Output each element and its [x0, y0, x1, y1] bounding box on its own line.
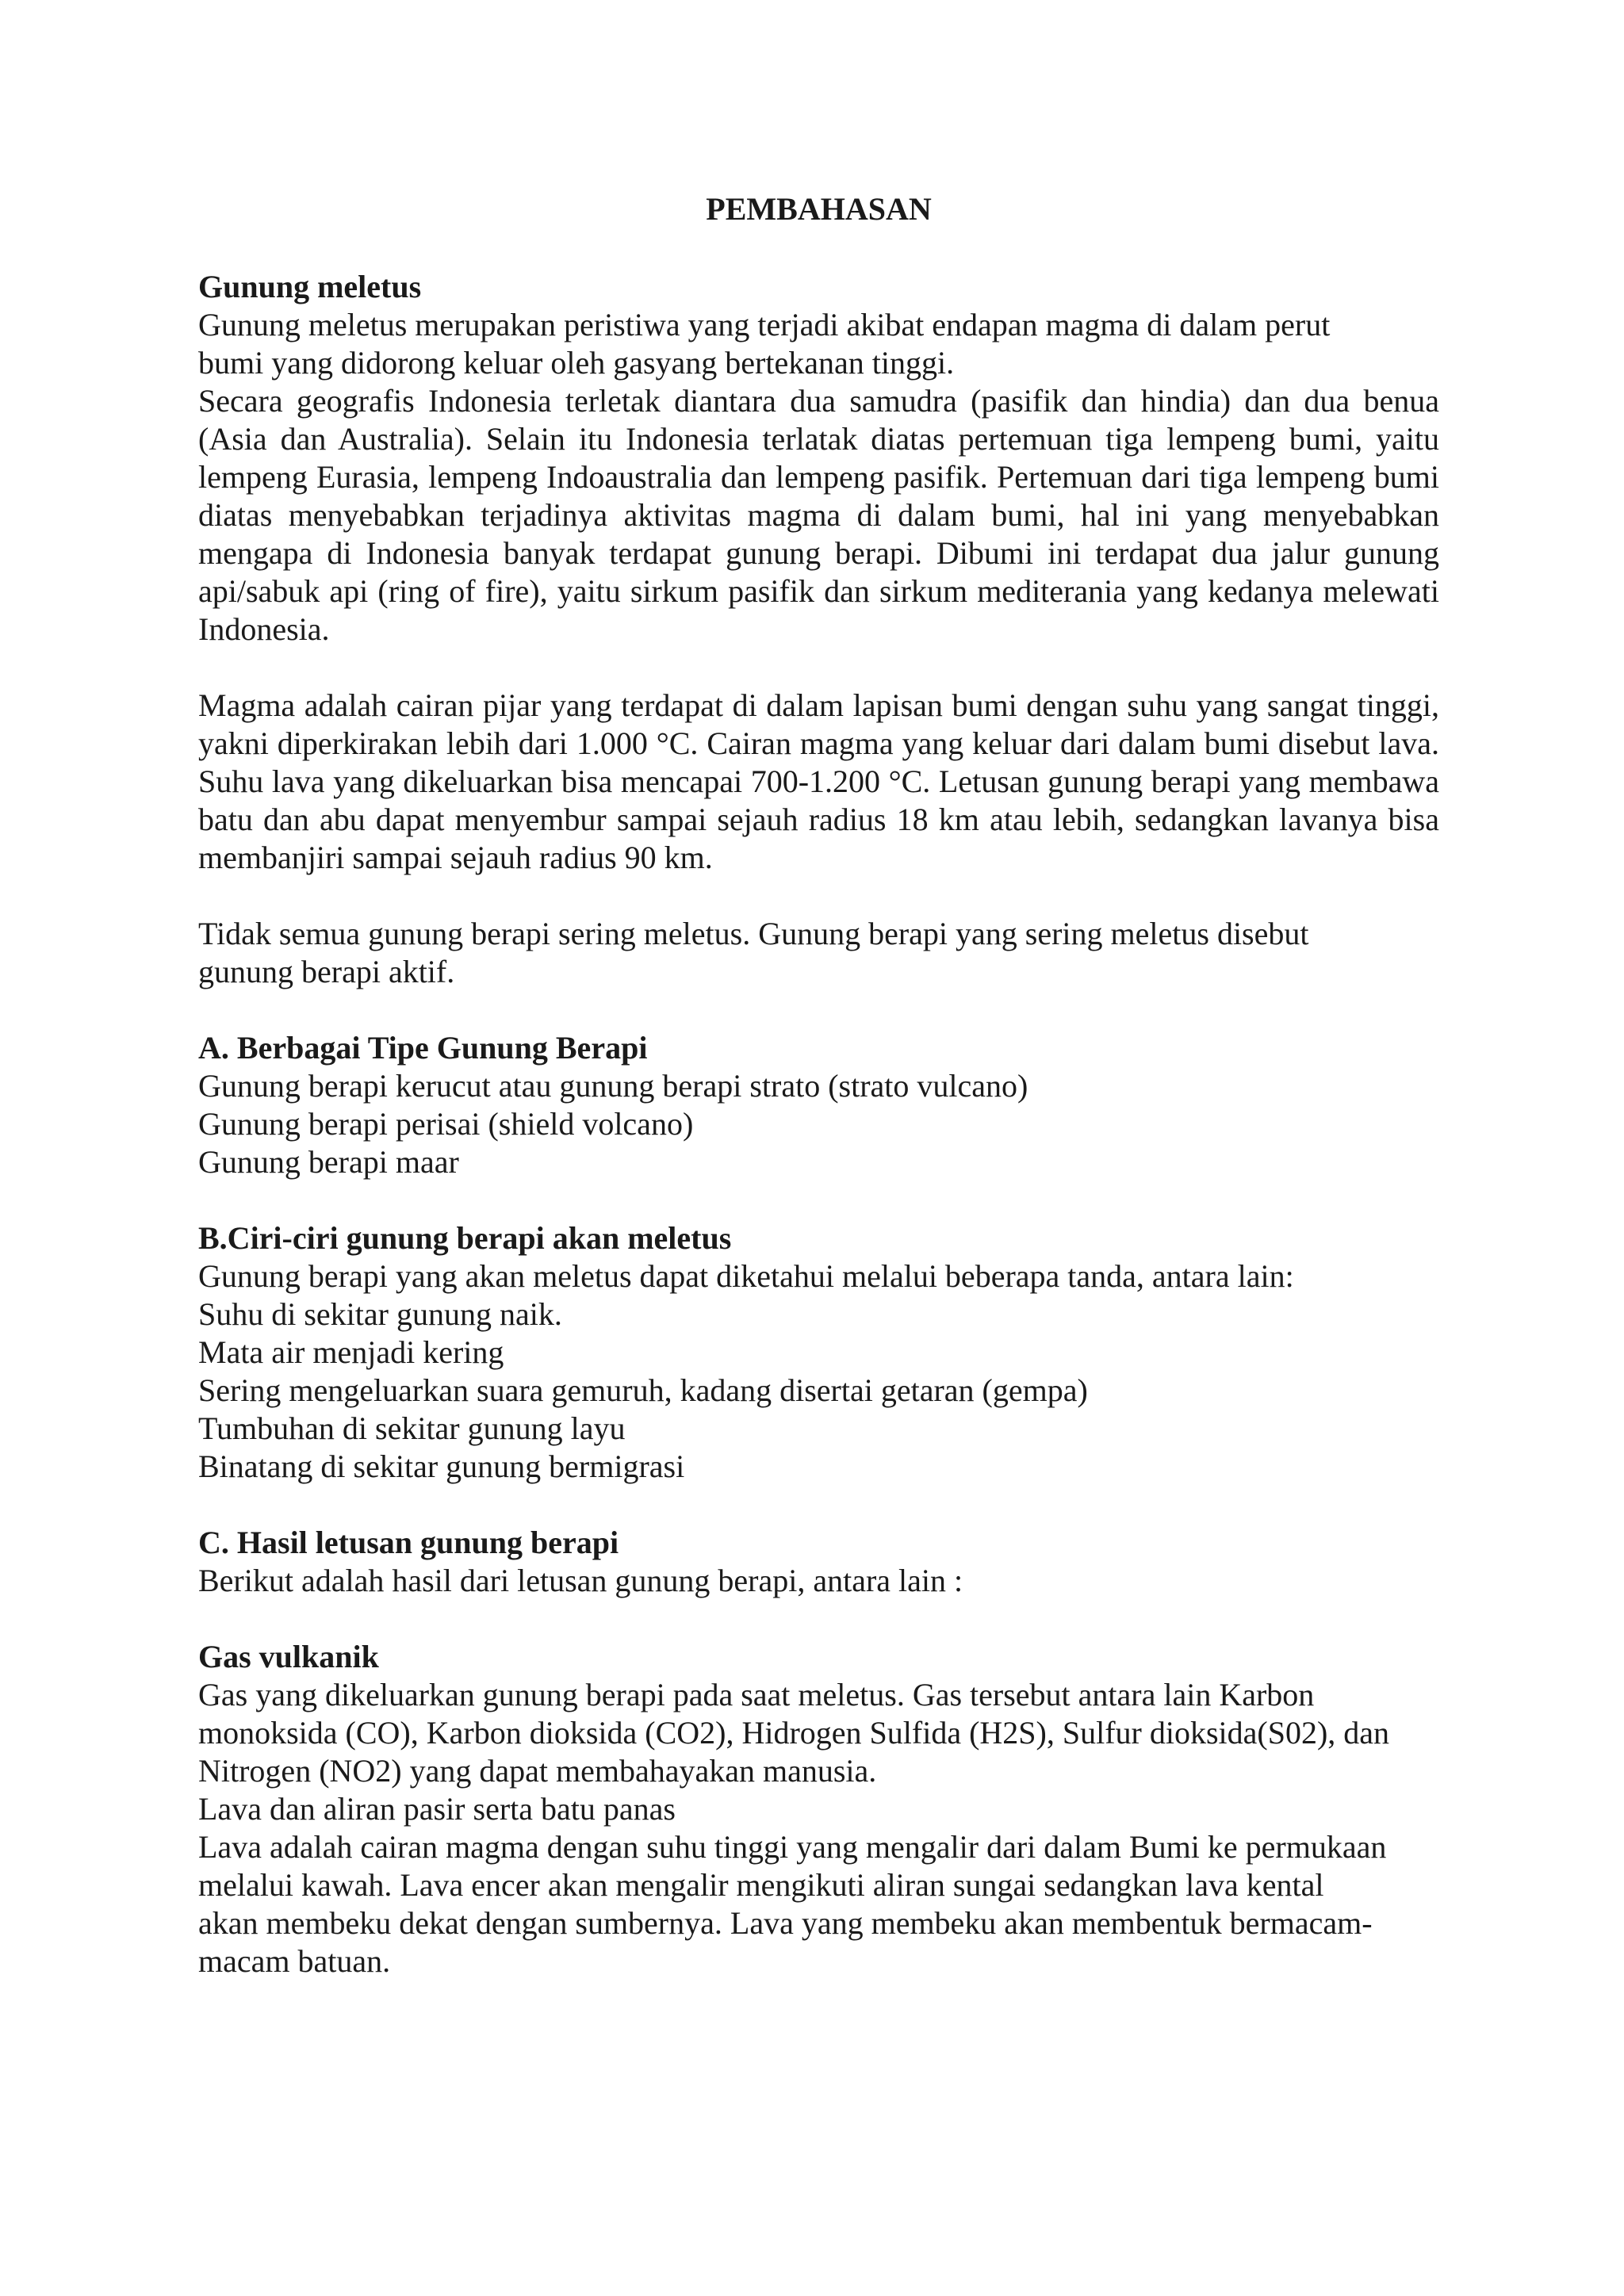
list-item: Tumbuhan di sekitar gunung layu — [198, 1410, 626, 1446]
hasil-letusan-text: Berikut adalah hasil dari letusan gunung berapi, antara lain : — [198, 1563, 963, 1598]
gas-line: akan membeku dekat dengan sumbernya. Lava yang membeku akan membentuk bermacam- — [198, 1905, 1373, 1941]
gas-line: macam batuan. — [198, 1943, 391, 1979]
gas-line: melalui kawah. Lava encer akan mengalir mengikuti aliran sungai sedangkan lava kental — [198, 1867, 1324, 1903]
intro-line: bumi yang didorong keluar oleh gasyang bertekanan tinggi. — [198, 345, 955, 381]
heading-hasil-letusan: C. Hasil letusan gunung berapi — [198, 1525, 619, 1560]
heading-gas-vulkanik: Gas vulkanik — [198, 1639, 379, 1674]
gas-line: monoksida (CO), Karbon dioksida (CO2), Hidrogen Sulfida (H2S), Sulfur dioksida(S02), dan — [198, 1715, 1390, 1751]
intro-line: Gunung meletus merupakan peristiwa yang terjadi akibat endapan magma di dalam perut — [198, 307, 1331, 342]
list-item: Sering mengeluarkan suara gemuruh, kadang disertai getaran (gempa) — [198, 1372, 1088, 1408]
list-item: Mata air menjadi kering — [198, 1334, 504, 1370]
heading-ciri-ciri: B.Ciri-ciri gunung berapi akan meletus — [198, 1220, 732, 1256]
paragraph-aktif-line: Tidak semua gunung berapi sering meletus. Gunung berapi yang sering meletus disebut — [198, 916, 1309, 951]
list-item: Binatang di sekitar gunung bermigrasi — [198, 1448, 685, 1484]
document-page — [198, 190, 1439, 1980]
paragraph-magma: Magma adalah cairan pijar yang terdapat di dalam lapisan bumi dengan suhu yang sangat tinggi, yakni diperkirakan lebih dari 1.000 °C. Cairan magma yang keluar dari dalam bumi disebut lava. Suhu lava yang dikeluarkan bisa mencapai 700-1.200 °C. Letusan gunung berapi yang membawa batu dan abu dapat menyembur sampai sejauh radius 18 km atau lebih, sedangkan lavanya bisa membanjiri sampai sejauh radius 90 km. — [198, 687, 1439, 875]
heading-gunung-meletus: Gunung meletus — [198, 269, 422, 304]
paragraph-aktif-line: gunung berapi aktif. — [198, 954, 455, 989]
list-item: Gunung berapi yang akan meletus dapat diketahui melalui beberapa tanda, antara lain: — [198, 1258, 1294, 1294]
list-item: Gunung berapi maar — [198, 1144, 459, 1180]
document-title: PEMBAHASAN — [706, 191, 932, 227]
gas-line: Gas yang dikeluarkan gunung berapi pada saat meletus. Gas tersebut antara lain Karbon — [198, 1677, 1315, 1712]
paragraph-geografis: Secara geografis Indonesia terletak diantara dua samudra (pasifik dan hindia) dan dua benua (Asia dan Australia). Selain itu Indonesia terlatak diatas pertemuan tiga lempeng bumi, yaitu lempeng Eurasia, lempeng Indoaustralia dan lempeng pasifik. Pertemuan dari tiga lempeng bumi diatas menyebabkan terjadinya aktivitas magma di dalam bumi, hal ini yang menyebabkan mengapa di Indonesia banyak terdapat gunung berapi. Dibumi ini terdapat dua jalur gunung api/sabuk api (ring of fire), yaitu sirkum pasifik dan sirkum mediterania yang kedanya melewati Indonesia. — [198, 383, 1439, 647]
gas-line: Lava dan aliran pasir serta batu panas — [198, 1791, 676, 1827]
heading-tipe-gunung-berapi: A. Berbagai Tipe Gunung Berapi — [198, 1030, 648, 1066]
gas-line: Nitrogen (NO2) yang dapat membahayakan manusia. — [198, 1753, 877, 1789]
list-item: Gunung berapi kerucut atau gunung berapi strato (strato vulcano) — [198, 1068, 1028, 1104]
list-item: Gunung berapi perisai (shield volcano) — [198, 1106, 694, 1142]
gas-line: Lava adalah cairan magma dengan suhu tinggi yang mengalir dari dalam Bumi ke permukaan — [198, 1829, 1387, 1865]
list-item: Suhu di sekitar gunung naik. — [198, 1296, 562, 1332]
